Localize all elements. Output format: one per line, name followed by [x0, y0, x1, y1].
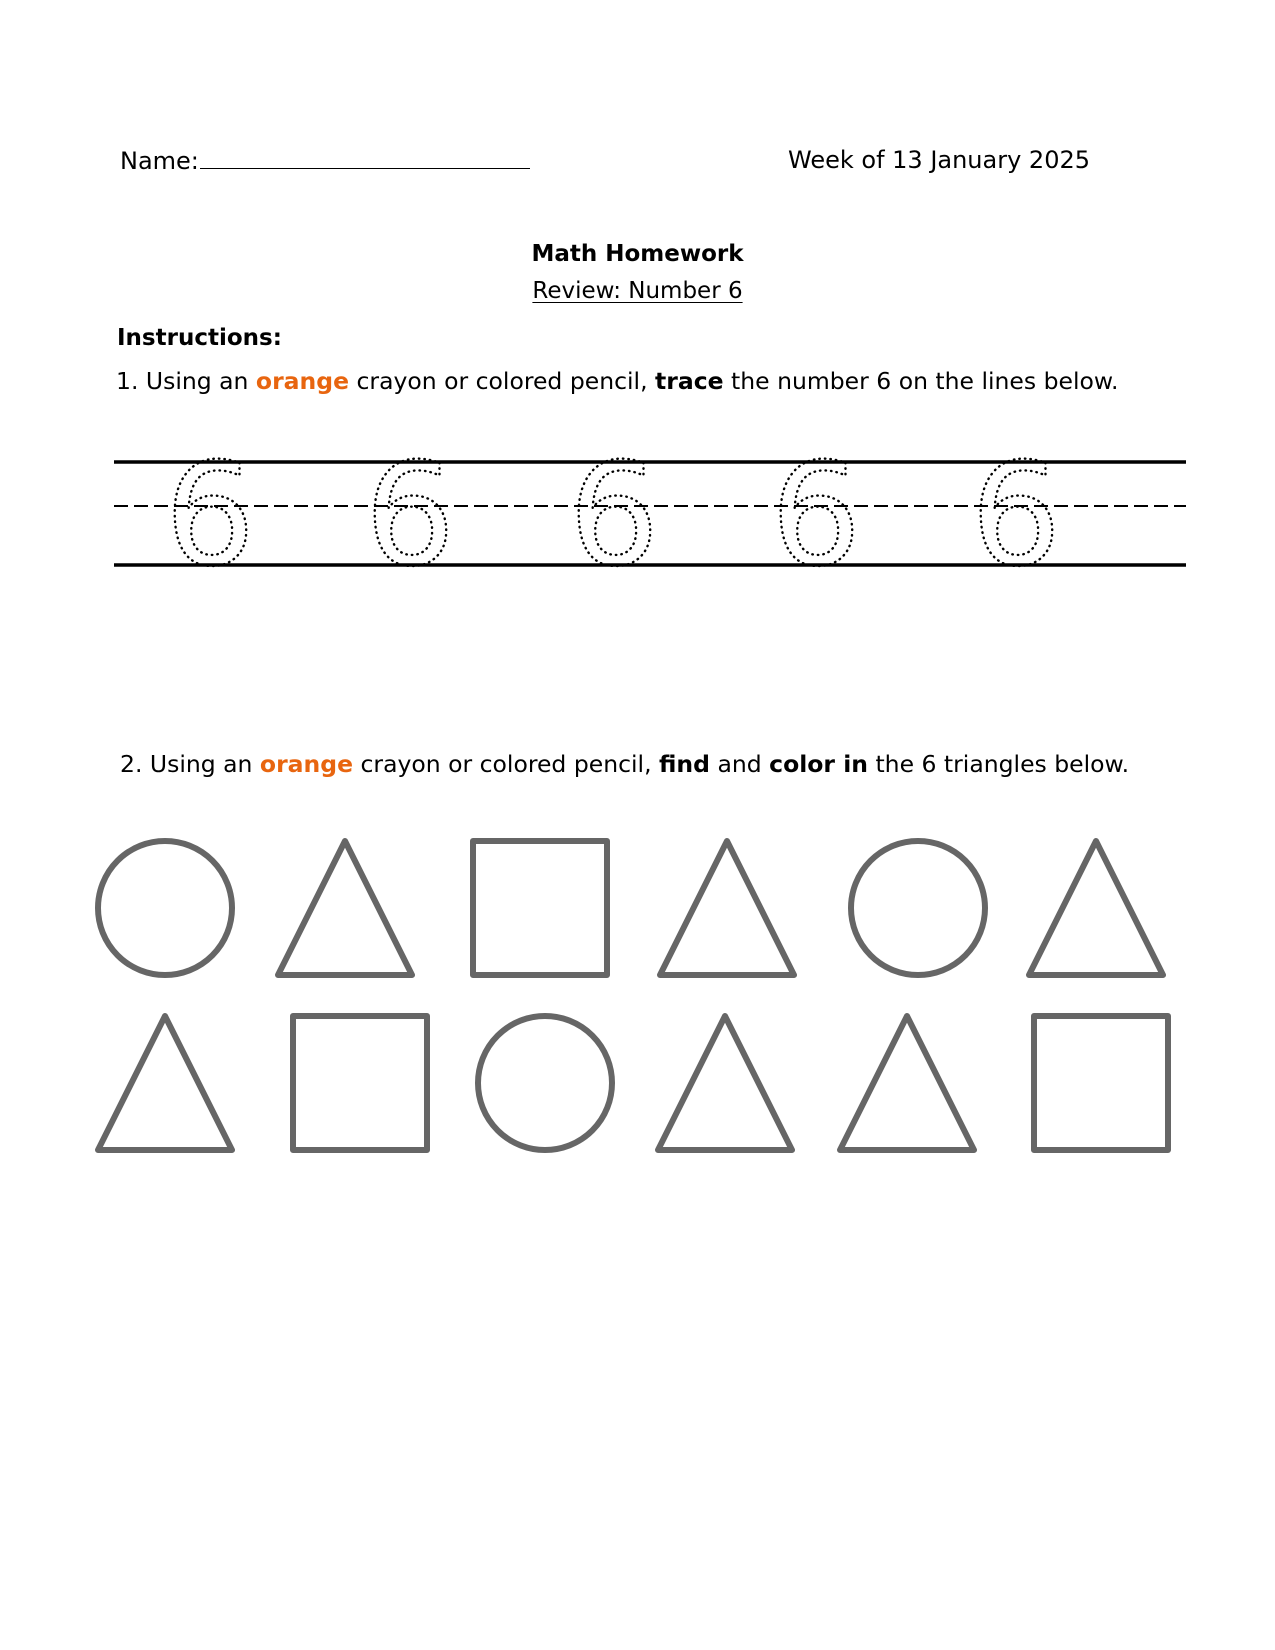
- circle-shape: [851, 841, 985, 975]
- square-shape: [473, 841, 607, 975]
- circle-shape: [98, 841, 232, 975]
- trace-digit-six: 6: [568, 440, 660, 580]
- trace-digit-six: 6: [770, 440, 862, 580]
- instruction-1-end: the number 6 on the lines below.: [723, 367, 1119, 395]
- instructions-heading: Instructions:: [117, 325, 282, 351]
- instruction-1: [116, 367, 1118, 395]
- week-label: Week of 13 January 2025: [788, 146, 1091, 174]
- instruction-2-start: 2. Using an: [120, 750, 260, 778]
- tracing-lines: [0, 440, 1275, 580]
- page-subtitle: Review: Number 6: [532, 278, 743, 304]
- triangle-shape: [278, 841, 412, 975]
- trace-digit-six: 6: [164, 440, 256, 580]
- instruction-1-action: trace: [655, 367, 724, 395]
- triangle-shape: [1029, 841, 1163, 975]
- instruction-2-middle: crayon or colored pencil,: [353, 750, 660, 778]
- name-field: [120, 146, 530, 175]
- page-title: Math Homework: [531, 241, 744, 267]
- instruction-1-middle: crayon or colored pencil,: [349, 367, 656, 395]
- instruction-1-start: 1. Using an: [116, 367, 256, 395]
- instruction-1-color-word: orange: [255, 367, 350, 395]
- trace-digit-six: 6: [364, 440, 456, 580]
- trace-digit-six: 6: [970, 440, 1062, 580]
- name-blank-line: [200, 146, 530, 169]
- subtitle-container: [0, 278, 1275, 304]
- triangle-shape: [98, 1016, 232, 1150]
- name-label: Name:: [120, 147, 199, 175]
- instruction-2-action-find: find: [659, 750, 710, 778]
- triangle-shape: [660, 841, 794, 975]
- circle-shape: [478, 1016, 612, 1150]
- triangle-shape: [840, 1016, 974, 1150]
- square-shape: [1034, 1016, 1168, 1150]
- instruction-2: [120, 750, 1129, 778]
- instruction-2-end: the 6 triangles below.: [868, 750, 1130, 778]
- triangle-shape: [658, 1016, 792, 1150]
- instruction-2-color-word: orange: [259, 750, 354, 778]
- instruction-2-connector: and: [710, 750, 770, 778]
- instruction-2-action-color: color in: [769, 750, 868, 778]
- square-shape: [293, 1016, 427, 1150]
- shapes-grid: [0, 820, 1275, 1170]
